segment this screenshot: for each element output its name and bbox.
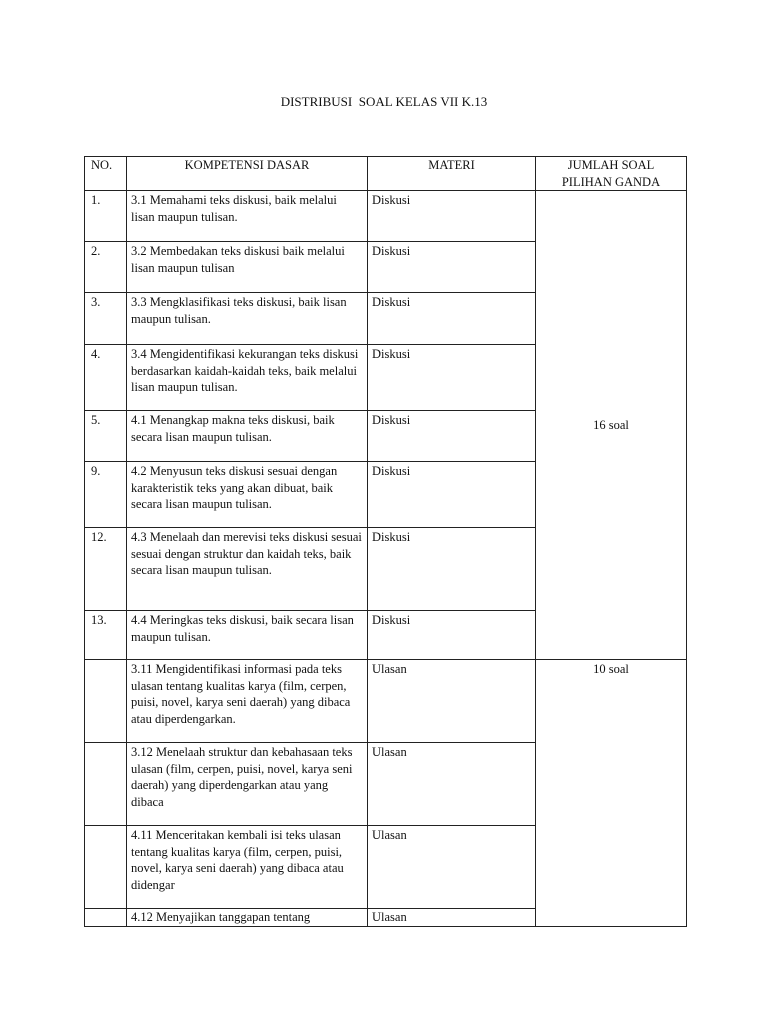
row-kompetensi-dasar: 4.3 Menelaah dan merevisi teks diskusi sesuai sesuai dengan struktur dan kaidah teks, baik secara lisan maupun tulisan. bbox=[127, 528, 368, 611]
header-no: NO. bbox=[85, 157, 127, 191]
row-no bbox=[85, 826, 127, 909]
row-kompetensi-dasar: 4.11 Menceritakan kembali isi teks ulasan tentang kualitas karya (film, cerpen, puisi, novel, karya seni daerah) yang dibaca atau didengar bbox=[127, 826, 368, 909]
row-no: 13. bbox=[85, 611, 127, 660]
row-kompetensi-dasar: 4.2 Menyusun teks diskusi sesuai dengan karakteristik teks yang akan dibuat, baik secara lisan maupun tulisan. bbox=[127, 462, 368, 528]
row-no bbox=[85, 743, 127, 826]
row-materi: Diskusi bbox=[368, 242, 536, 293]
row-no: 3. bbox=[85, 293, 127, 345]
row-kompetensi-dasar: 3.11 Mengidentifikasi informasi pada teks ulasan tentang kualitas karya (film, cerpen, puisi, novel, karya seni daerah) yang dibaca atau diperdengarkan. bbox=[127, 660, 368, 743]
row-materi: Ulasan bbox=[368, 826, 536, 909]
row-kompetensi-dasar: 4.12 Menyajikan tanggapan tentang bbox=[127, 909, 368, 927]
distribution-table bbox=[84, 156, 687, 927]
jumlah-soal-group-1: 16 soal bbox=[536, 191, 687, 660]
row-materi: Ulasan bbox=[368, 909, 536, 927]
row-materi: Diskusi bbox=[368, 411, 536, 462]
row-materi: Diskusi bbox=[368, 345, 536, 411]
row-kompetensi-dasar: 3.12 Menelaah struktur dan kebahasaan teks ulasan (film, cerpen, puisi, novel, karya seni daerah) yang diperdengarkan atau yang dibaca bbox=[127, 743, 368, 826]
header-jumlah-soal: JUMLAH SOAL PILIHAN GANDA bbox=[536, 157, 687, 191]
jumlah-soal-group-2: 10 soal bbox=[536, 660, 687, 927]
row-kompetensi-dasar: 3.2 Membedakan teks diskusi baik melalui lisan maupun tulisan bbox=[127, 242, 368, 293]
row-kompetensi-dasar: 4.1 Menangkap makna teks diskusi, baik secara lisan maupun tulisan. bbox=[127, 411, 368, 462]
row-no: 5. bbox=[85, 411, 127, 462]
header-materi: MATERI bbox=[368, 157, 536, 191]
row-no bbox=[85, 909, 127, 927]
row-materi: Diskusi bbox=[368, 191, 536, 242]
table-row bbox=[85, 660, 687, 743]
table-header-row bbox=[85, 157, 687, 191]
row-materi: Diskusi bbox=[368, 611, 536, 660]
row-no: 4. bbox=[85, 345, 127, 411]
row-materi: Diskusi bbox=[368, 293, 536, 345]
row-materi: Ulasan bbox=[368, 660, 536, 743]
row-materi: Ulasan bbox=[368, 743, 536, 826]
page-title: DISTRIBUSI SOAL KELAS VII K.13 bbox=[280, 94, 488, 109]
row-materi: Diskusi bbox=[368, 462, 536, 528]
header-kompetensi-dasar: KOMPETENSI DASAR bbox=[127, 157, 368, 191]
row-no: 12. bbox=[85, 528, 127, 611]
row-kompetensi-dasar: 4.4 Meringkas teks diskusi, baik secara lisan maupun tulisan. bbox=[127, 611, 368, 660]
row-kompetensi-dasar: 3.4 Mengidentifikasi kekurangan teks diskusi berdasarkan kaidah-kaidah teks, baik melalui lisan maupun tulisan. bbox=[127, 345, 368, 411]
row-no: 9. bbox=[85, 462, 127, 528]
row-materi: Diskusi bbox=[368, 528, 536, 611]
table-row bbox=[85, 191, 687, 242]
row-kompetensi-dasar: 3.3 Mengklasifikasi teks diskusi, baik lisan maupun tulisan. bbox=[127, 293, 368, 345]
row-no: 1. bbox=[85, 191, 127, 242]
row-no bbox=[85, 660, 127, 743]
row-kompetensi-dasar: 3.1 Memahami teks diskusi, baik melalui lisan maupun tulisan. bbox=[127, 191, 368, 242]
row-no: 2. bbox=[85, 242, 127, 293]
